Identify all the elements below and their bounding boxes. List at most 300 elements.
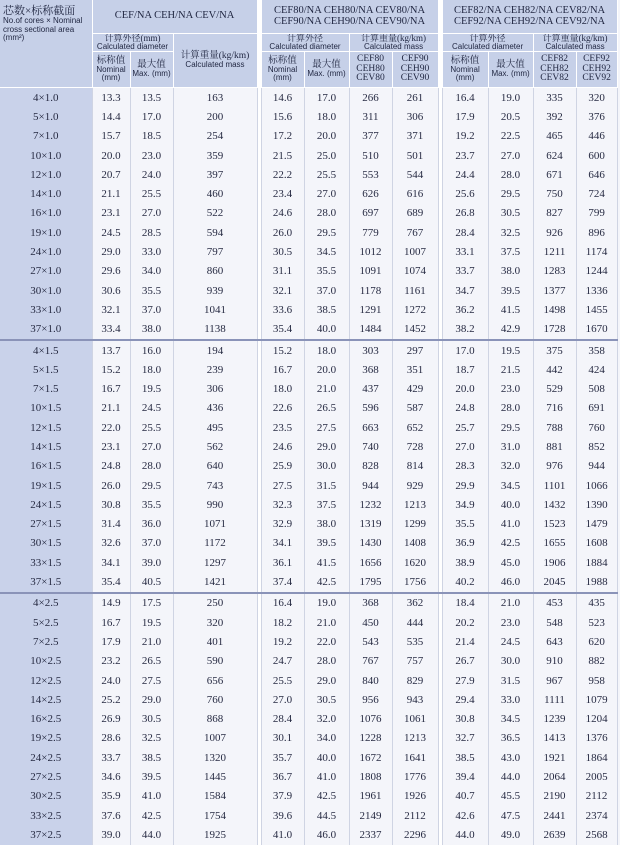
g3-nominal-cell: 36.2 — [442, 300, 488, 319]
g3-max-cell: 33.0 — [488, 690, 533, 709]
g3-nominal-cell: 21.4 — [442, 632, 488, 651]
mass-cell: 200 — [173, 107, 257, 126]
max-diameter-cell: 18.0 — [130, 360, 173, 379]
g2-massA-cell: 368 — [349, 593, 392, 613]
mass-cell: 306 — [173, 379, 257, 398]
mass-cell: 163 — [173, 88, 257, 108]
g2-max-cell: 21.0 — [304, 613, 349, 632]
table-row — [0, 632, 617, 651]
spec-cell: 24×1.0 — [0, 242, 92, 261]
max-diameter-cell: 39.0 — [130, 553, 173, 572]
g2-nominal-cell: 16.7 — [261, 360, 304, 379]
table-row — [0, 127, 617, 146]
g3-max-cell: 34.5 — [488, 710, 533, 729]
g3-massA-cell: 2441 — [533, 806, 576, 825]
nominal-diameter-cell: 26.0 — [92, 476, 130, 495]
nominal-diameter-cell: 14.9 — [92, 593, 130, 613]
g2-nominal-cell: 24.7 — [261, 652, 304, 671]
nominal-diameter-cell: 23.1 — [92, 437, 130, 456]
group2-max-header: 最大值 Max. (mm) — [304, 52, 349, 88]
table-row — [0, 281, 617, 300]
spec-cell: 5×2.5 — [0, 613, 92, 632]
g3-nominal-cell: 30.8 — [442, 710, 488, 729]
g2-max-cell: 34.0 — [304, 729, 349, 748]
g2-massB-cell: 1272 — [392, 300, 438, 319]
g2-massA-cell: 1076 — [349, 710, 392, 729]
g3-nominal-cell: 38.5 — [442, 748, 488, 767]
max-diameter-cell: 34.0 — [130, 262, 173, 281]
g3-nominal-cell: 17.9 — [442, 107, 488, 126]
g2-massA-cell: 510 — [349, 146, 392, 165]
g3-massA-cell: 442 — [533, 360, 576, 379]
nominal-diameter-cell: 21.1 — [92, 399, 130, 418]
max-diameter-cell: 26.5 — [130, 652, 173, 671]
group2-nominal-header: 标称值 Nominal (mm) — [261, 52, 304, 88]
mass-cell: 1071 — [173, 515, 257, 534]
spec-cell: 16×1.5 — [0, 457, 92, 476]
nominal-diameter-cell: 34.6 — [92, 767, 130, 786]
table-row — [0, 399, 617, 418]
g3-max-cell: 36.5 — [488, 729, 533, 748]
g2-massA-cell: 1808 — [349, 767, 392, 786]
g3-nominal-cell: 16.4 — [442, 88, 488, 108]
g2-massB-cell: 757 — [392, 652, 438, 671]
g2-massB-cell: 587 — [392, 399, 438, 418]
g2-massB-cell: 728 — [392, 437, 438, 456]
g2-massB-cell: 1756 — [392, 572, 438, 592]
group2-title-line1: CEF80/NA CEH80/NA CEV80/NA — [273, 4, 426, 16]
mass-cell: 495 — [173, 418, 257, 437]
table-row — [0, 146, 617, 165]
table-row — [0, 262, 617, 281]
max-diameter-cell: 23.0 — [130, 146, 173, 165]
mass-cell: 743 — [173, 476, 257, 495]
spec-cell: 12×2.5 — [0, 671, 92, 690]
max-diameter-cell: 17.0 — [130, 107, 173, 126]
g3-nominal-cell: 38.9 — [442, 553, 488, 572]
g3-massB-cell: 2112 — [576, 787, 617, 806]
g3-nominal-cell: 20.2 — [442, 613, 488, 632]
nominal-diameter-cell: 14.4 — [92, 107, 130, 126]
g3-massB-cell: 896 — [576, 223, 617, 242]
g3-max-cell: 44.0 — [488, 767, 533, 786]
g2-massA-cell: 956 — [349, 690, 392, 709]
g2-nominal-cell: 37.9 — [261, 787, 304, 806]
g2-max-cell: 31.5 — [304, 476, 349, 495]
max-diameter-cell: 29.0 — [130, 690, 173, 709]
g2-massB-cell: 929 — [392, 476, 438, 495]
max-diameter-cell: 24.5 — [130, 399, 173, 418]
nominal-diameter-cell: 35.4 — [92, 572, 130, 592]
g3-massA-cell: 1111 — [533, 690, 576, 709]
g3-max-cell: 47.5 — [488, 806, 533, 825]
table-row — [0, 340, 617, 360]
g3-massB-cell: 1884 — [576, 553, 617, 572]
max-diameter-cell: 28.5 — [130, 223, 173, 242]
max-diameter-cell: 39.5 — [130, 767, 173, 786]
g2-max-cell: 44.5 — [304, 806, 349, 825]
max-diameter-cell: 24.0 — [130, 165, 173, 184]
mass-cell: 1297 — [173, 553, 257, 572]
g2-massA-cell: 377 — [349, 127, 392, 146]
g2-massA-cell: 450 — [349, 613, 392, 632]
group2-mass-header: 计算重量(kg/km) Calculated mass — [349, 34, 438, 52]
nominal-diameter-cell: 31.4 — [92, 515, 130, 534]
g2-nominal-cell: 36.7 — [261, 767, 304, 786]
g2-massA-cell: 1291 — [349, 300, 392, 319]
g2-massA-cell: 626 — [349, 184, 392, 203]
g2-massA-cell: 437 — [349, 379, 392, 398]
g3-max-cell: 49.0 — [488, 825, 533, 844]
g3-massA-cell: 1101 — [533, 476, 576, 495]
g3-max-cell: 34.5 — [488, 476, 533, 495]
g2-massB-cell: 1620 — [392, 553, 438, 572]
g3-massA-cell: 465 — [533, 127, 576, 146]
g3-massA-cell: 1655 — [533, 534, 576, 553]
g3-max-cell: 29.5 — [488, 418, 533, 437]
g3-max-cell: 41.5 — [488, 300, 533, 319]
g3-nominal-cell: 40.7 — [442, 787, 488, 806]
g3-massB-cell: 1079 — [576, 690, 617, 709]
g2-max-cell: 34.5 — [304, 242, 349, 261]
g2-max-cell: 37.5 — [304, 495, 349, 514]
g3-massB-cell: 523 — [576, 613, 617, 632]
g2-max-cell: 39.5 — [304, 534, 349, 553]
mass-cell: 590 — [173, 652, 257, 671]
g3-massA-cell: 335 — [533, 88, 576, 108]
nominal-diameter-cell: 29.0 — [92, 242, 130, 261]
g2-max-cell: 21.0 — [304, 379, 349, 398]
g3-nominal-cell: 44.0 — [442, 825, 488, 844]
g2-massA-cell: 1795 — [349, 572, 392, 592]
g3-nominal-cell: 24.8 — [442, 399, 488, 418]
g3-nominal-cell: 27.0 — [442, 437, 488, 456]
g2-massB-cell: 261 — [392, 88, 438, 108]
g2-massB-cell: 362 — [392, 593, 438, 613]
spec-cell: 27×1.5 — [0, 515, 92, 534]
g3-nominal-cell: 20.0 — [442, 379, 488, 398]
g2-massB-cell: 1926 — [392, 787, 438, 806]
nominal-diameter-cell: 33.7 — [92, 748, 130, 767]
table-row — [0, 165, 617, 184]
g2-max-cell: 37.0 — [304, 281, 349, 300]
g2-massA-cell: 1672 — [349, 748, 392, 767]
g2-max-cell: 27.5 — [304, 418, 349, 437]
g2-max-cell: 41.0 — [304, 767, 349, 786]
g3-max-cell: 43.0 — [488, 748, 533, 767]
max-diameter-cell: 37.0 — [130, 300, 173, 319]
g3-massA-cell: 910 — [533, 652, 576, 671]
g3-max-cell: 31.0 — [488, 437, 533, 456]
g2-nominal-cell: 22.2 — [261, 165, 304, 184]
spec-cell: 7×1.5 — [0, 379, 92, 398]
max-diameter-cell: 19.5 — [130, 379, 173, 398]
spec-cell: 33×2.5 — [0, 806, 92, 825]
mass-cell: 562 — [173, 437, 257, 456]
max-diameter-cell: 25.5 — [130, 184, 173, 203]
g3-max-cell: 23.0 — [488, 613, 533, 632]
g2-massA-cell: 368 — [349, 360, 392, 379]
spec-cell: 10×1.0 — [0, 146, 92, 165]
g3-max-cell: 45.0 — [488, 553, 533, 572]
g3-nominal-cell: 35.5 — [442, 515, 488, 534]
spec-cell: 14×2.5 — [0, 690, 92, 709]
nominal-diameter-cell: 33.4 — [92, 320, 130, 340]
g2-massA-cell: 1178 — [349, 281, 392, 300]
g2-max-cell: 38.5 — [304, 300, 349, 319]
mass-cell: 656 — [173, 671, 257, 690]
mass-cell: 1754 — [173, 806, 257, 825]
g3-massA-cell: 1239 — [533, 710, 576, 729]
g2-massB-cell: 306 — [392, 107, 438, 126]
g3-massA-cell: 967 — [533, 671, 576, 690]
g3-nominal-cell: 19.2 — [442, 127, 488, 146]
g2-massB-cell: 544 — [392, 165, 438, 184]
g3-nominal-cell: 26.7 — [442, 652, 488, 671]
g2-max-cell: 42.5 — [304, 572, 349, 592]
g2-max-cell: 32.0 — [304, 710, 349, 729]
mass-cell: 1138 — [173, 320, 257, 340]
g2-massA-cell: 1228 — [349, 729, 392, 748]
g2-massB-cell: 501 — [392, 146, 438, 165]
g3-nominal-cell: 38.2 — [442, 320, 488, 340]
group1-title: CEF/NA CEH/NA CEV/NA — [92, 0, 257, 34]
g3-nominal-cell: 29.9 — [442, 476, 488, 495]
g3-max-cell: 39.5 — [488, 281, 533, 300]
g3-massB-cell: 1174 — [576, 242, 617, 261]
table-row — [0, 88, 617, 108]
g3-nominal-cell: 23.7 — [442, 146, 488, 165]
g3-max-cell: 32.5 — [488, 223, 533, 242]
g2-nominal-cell: 18.0 — [261, 379, 304, 398]
g3-max-cell: 42.9 — [488, 320, 533, 340]
g2-massA-cell: 311 — [349, 107, 392, 126]
g2-massA-cell: 1656 — [349, 553, 392, 572]
g3-nominal-cell: 33.1 — [442, 242, 488, 261]
g2-nominal-cell: 35.7 — [261, 748, 304, 767]
g2-nominal-cell: 30.5 — [261, 242, 304, 261]
mass-cell: 397 — [173, 165, 257, 184]
max-diameter-cell: 38.0 — [130, 320, 173, 340]
g2-max-cell: 20.0 — [304, 360, 349, 379]
g3-massB-cell: 799 — [576, 204, 617, 223]
nominal-diameter-cell: 30.8 — [92, 495, 130, 514]
max-diameter-cell: 27.0 — [130, 437, 173, 456]
g3-massB-cell: 724 — [576, 184, 617, 203]
g3-nominal-cell: 28.4 — [442, 223, 488, 242]
g2-nominal-cell: 26.0 — [261, 223, 304, 242]
g2-nominal-cell: 24.6 — [261, 204, 304, 223]
g2-max-cell: 42.5 — [304, 787, 349, 806]
g2-massB-cell: 1641 — [392, 748, 438, 767]
table-row — [0, 437, 617, 456]
table-row — [0, 806, 617, 825]
g2-nominal-cell: 32.1 — [261, 281, 304, 300]
nominal-diameter-cell: 24.5 — [92, 223, 130, 242]
table-row — [0, 495, 617, 514]
g3-max-cell: 29.5 — [488, 184, 533, 203]
g2-nominal-cell: 23.5 — [261, 418, 304, 437]
g2-massB-cell: 767 — [392, 223, 438, 242]
g3-nominal-cell: 18.7 — [442, 360, 488, 379]
table-row — [0, 242, 617, 261]
table-row — [0, 613, 617, 632]
spec-cell: 37×1.0 — [0, 320, 92, 340]
group2-title-line2: CEF90/NA CEH90/NA CEV90/NA — [273, 15, 426, 27]
nominal-diameter-cell: 32.6 — [92, 534, 130, 553]
group3-diameter-header: 计算外径 Calculated diameter — [442, 34, 533, 52]
max-diameter-cell: 19.5 — [130, 613, 173, 632]
g3-max-cell: 24.5 — [488, 632, 533, 651]
g3-massB-cell: 691 — [576, 399, 617, 418]
g3-massA-cell: 392 — [533, 107, 576, 126]
max-diameter-cell: 13.5 — [130, 88, 173, 108]
g3-max-cell: 31.5 — [488, 671, 533, 690]
nominal-diameter-cell: 13.3 — [92, 88, 130, 108]
g2-nominal-cell: 36.1 — [261, 553, 304, 572]
g3-massB-cell: 358 — [576, 340, 617, 360]
g2-massB-cell: 689 — [392, 204, 438, 223]
g3-massA-cell: 671 — [533, 165, 576, 184]
spec-cell: 30×2.5 — [0, 787, 92, 806]
g3-massB-cell: 508 — [576, 379, 617, 398]
g2-massA-cell: 2337 — [349, 825, 392, 844]
mass-cell: 254 — [173, 127, 257, 146]
g2-massB-cell: 1007 — [392, 242, 438, 261]
g3-massA-cell: 1432 — [533, 495, 576, 514]
g3-massA-cell: 1211 — [533, 242, 576, 261]
max-diameter-cell: 27.5 — [130, 671, 173, 690]
spec-cell: 19×2.5 — [0, 729, 92, 748]
group2-massB-header: CEF90 CEH90 CEV90 — [392, 52, 438, 88]
g3-massA-cell: 529 — [533, 379, 576, 398]
spec-cell: 12×1.0 — [0, 165, 92, 184]
nominal-diameter-cell: 15.2 — [92, 360, 130, 379]
g3-massA-cell: 2064 — [533, 767, 576, 786]
g2-massA-cell: 697 — [349, 204, 392, 223]
g3-massB-cell: 320 — [576, 88, 617, 108]
g2-nominal-cell: 35.4 — [261, 320, 304, 340]
g2-nominal-cell: 15.2 — [261, 340, 304, 360]
corner-en: No.of cores × Nominal cross sectional area — [3, 16, 83, 34]
g2-massA-cell: 1484 — [349, 320, 392, 340]
g3-massA-cell: 643 — [533, 632, 576, 651]
g3-massA-cell: 827 — [533, 204, 576, 223]
g2-massB-cell: 429 — [392, 379, 438, 398]
nominal-diameter-cell: 16.7 — [92, 379, 130, 398]
group1-mass-header: 计算重量(kg/km) Calculated mass — [173, 34, 257, 88]
g2-max-cell: 30.0 — [304, 457, 349, 476]
table-row — [0, 360, 617, 379]
nominal-diameter-cell: 37.6 — [92, 806, 130, 825]
table-row — [0, 748, 617, 767]
table-row — [0, 767, 617, 786]
mass-cell: 401 — [173, 632, 257, 651]
table-row — [0, 379, 617, 398]
g2-massB-cell: 652 — [392, 418, 438, 437]
spec-cell: 19×1.5 — [0, 476, 92, 495]
g3-massA-cell: 375 — [533, 340, 576, 360]
g2-max-cell: 29.0 — [304, 671, 349, 690]
nominal-diameter-cell: 29.6 — [92, 262, 130, 281]
g2-nominal-cell: 27.5 — [261, 476, 304, 495]
g3-max-cell: 28.0 — [488, 165, 533, 184]
nominal-diameter-cell: 17.9 — [92, 632, 130, 651]
nominal-diameter-cell: 26.9 — [92, 710, 130, 729]
g3-massA-cell: 881 — [533, 437, 576, 456]
max-diameter-cell: 38.5 — [130, 748, 173, 767]
g3-massB-cell: 882 — [576, 652, 617, 671]
g2-massB-cell: 444 — [392, 613, 438, 632]
table-row — [0, 572, 617, 592]
spec-cell: 4×1.5 — [0, 340, 92, 360]
g3-max-cell: 19.0 — [488, 88, 533, 108]
max-diameter-cell: 30.5 — [130, 710, 173, 729]
g2-massB-cell: 943 — [392, 690, 438, 709]
g2-massB-cell: 1161 — [392, 281, 438, 300]
nominal-diameter-cell: 21.1 — [92, 184, 130, 203]
table-row — [0, 825, 617, 844]
g3-max-cell: 22.5 — [488, 127, 533, 146]
mass-cell: 1007 — [173, 729, 257, 748]
g2-max-cell: 20.0 — [304, 127, 349, 146]
nominal-diameter-cell: 28.6 — [92, 729, 130, 748]
mass-cell: 239 — [173, 360, 257, 379]
mass-cell: 1041 — [173, 300, 257, 319]
g2-max-cell: 17.0 — [304, 88, 349, 108]
spec-cell: 10×2.5 — [0, 652, 92, 671]
g3-massB-cell: 1376 — [576, 729, 617, 748]
g3-nominal-cell: 34.9 — [442, 495, 488, 514]
g2-massA-cell: 663 — [349, 418, 392, 437]
g3-nominal-cell: 29.4 — [442, 690, 488, 709]
spec-cell: 14×1.0 — [0, 184, 92, 203]
max-diameter-cell: 32.5 — [130, 729, 173, 748]
g2-massB-cell: 616 — [392, 184, 438, 203]
mass-cell: 522 — [173, 204, 257, 223]
g3-nominal-cell: 40.2 — [442, 572, 488, 592]
g2-max-cell: 22.0 — [304, 632, 349, 651]
g3-max-cell: 19.5 — [488, 340, 533, 360]
g2-massA-cell: 1430 — [349, 534, 392, 553]
g2-nominal-cell: 33.6 — [261, 300, 304, 319]
spec-cell: 19×1.0 — [0, 223, 92, 242]
g3-massB-cell: 600 — [576, 146, 617, 165]
nominal-diameter-cell: 39.0 — [92, 825, 130, 844]
g2-nominal-cell: 25.5 — [261, 671, 304, 690]
g3-max-cell: 30.0 — [488, 652, 533, 671]
mass-cell: 860 — [173, 262, 257, 281]
table-row — [0, 476, 617, 495]
g2-nominal-cell: 41.0 — [261, 825, 304, 844]
spec-cell: 37×1.5 — [0, 572, 92, 592]
mass-cell: 760 — [173, 690, 257, 709]
nominal-diameter-cell: 23.1 — [92, 204, 130, 223]
g3-nominal-cell: 25.6 — [442, 184, 488, 203]
g2-massA-cell: 1319 — [349, 515, 392, 534]
g2-nominal-cell: 25.9 — [261, 457, 304, 476]
group3-nominal-header: 标称值 Nominal (mm) — [442, 52, 488, 88]
mass-cell: 640 — [173, 457, 257, 476]
mass-cell: 1925 — [173, 825, 257, 844]
g2-nominal-cell: 14.6 — [261, 88, 304, 108]
spec-cell: 27×1.0 — [0, 262, 92, 281]
g2-max-cell: 28.0 — [304, 652, 349, 671]
table-row — [0, 457, 617, 476]
g2-nominal-cell: 32.9 — [261, 515, 304, 534]
g3-max-cell: 41.0 — [488, 515, 533, 534]
g3-massB-cell: 958 — [576, 671, 617, 690]
